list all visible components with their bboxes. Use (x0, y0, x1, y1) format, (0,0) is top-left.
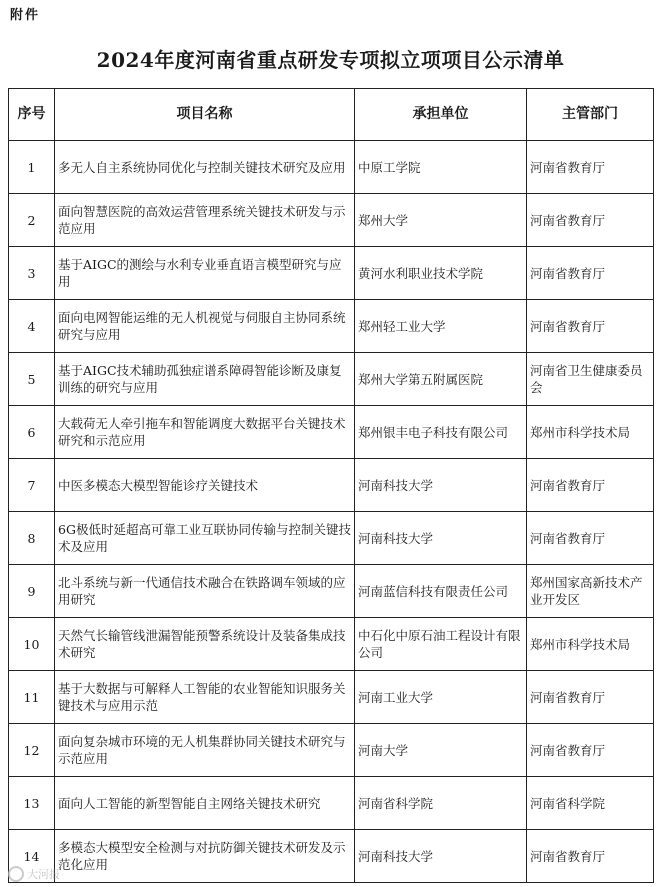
table-header-row (9, 89, 654, 141)
column-header-unit: 承担单位 (355, 89, 527, 141)
cell-undertaking-unit: 河南大学 (355, 724, 527, 777)
table-row (9, 512, 654, 565)
table-row (9, 459, 654, 512)
cell-undertaking-unit: 河南省科学院 (355, 777, 527, 830)
table-row (9, 830, 654, 883)
cell-supervising-dept: 河南省教育厅 (527, 830, 654, 883)
cell-supervising-dept: 河南省教育厅 (527, 141, 654, 194)
cell-project-name: 基于大数据与可解释人工智能的农业智能知识服务关键技术与应用示范 (55, 671, 355, 724)
cell-seq: 10 (9, 618, 55, 671)
cell-seq: 11 (9, 671, 55, 724)
cell-seq: 4 (9, 300, 55, 353)
watermark-logo-icon (8, 866, 24, 882)
cell-undertaking-unit: 郑州银丰电子科技有限公司 (355, 406, 527, 459)
watermark-text: 大河报 (27, 868, 60, 881)
cell-supervising-dept: 郑州国家高新技术产业开发区 (527, 565, 654, 618)
cell-supervising-dept: 河南省教育厅 (527, 512, 654, 565)
cell-project-name: 面向智慧医院的高效运营管理系统关键技术研发与示范应用 (55, 194, 355, 247)
cell-undertaking-unit: 河南科技大学 (355, 459, 527, 512)
cell-seq: 3 (9, 247, 55, 300)
column-header-seq: 序号 (9, 89, 55, 141)
cell-supervising-dept: 河南省教育厅 (527, 724, 654, 777)
cell-seq: 8 (9, 512, 55, 565)
cell-undertaking-unit: 郑州轻工业大学 (355, 300, 527, 353)
cell-project-name: 6G极低时延超高可靠工业互联协同传输与控制关键技术及应用 (55, 512, 355, 565)
cell-supervising-dept: 郑州市科学技术局 (527, 618, 654, 671)
cell-project-name: 北斗系统与新一代通信技术融合在铁路调车领域的应用研究 (55, 565, 355, 618)
cell-project-name: 多模态大模型安全检测与对抗防御关键技术研发及示范化应用 (55, 830, 355, 883)
table-row (9, 247, 654, 300)
cell-seq: 2 (9, 194, 55, 247)
table-row (9, 724, 654, 777)
cell-seq: 14 (9, 830, 55, 883)
cell-supervising-dept: 河南省教育厅 (527, 671, 654, 724)
table-row (9, 671, 654, 724)
cell-seq: 6 (9, 406, 55, 459)
page-title: 2024年度河南省重点研发专项拟立项项目公示清单 (96, 48, 565, 72)
cell-supervising-dept: 河南省卫生健康委员会 (527, 353, 654, 406)
cell-project-name: 大载荷无人牵引拖车和智能调度大数据平台关键技术研究和示范应用 (55, 406, 355, 459)
cell-undertaking-unit: 河南蓝信科技有限责任公司 (355, 565, 527, 618)
cell-supervising-dept: 郑州市科学技术局 (527, 406, 654, 459)
cell-project-name: 基于AIGC的测绘与水利专业垂直语言模型研究与应用 (55, 247, 355, 300)
cell-project-name: 多无人自主系统协同优化与控制关键技术研究及应用 (55, 141, 355, 194)
table-row (9, 300, 654, 353)
cell-project-name: 面向复杂城市环境的无人机集群协同关键技术研究与示范应用 (55, 724, 355, 777)
cell-undertaking-unit: 河南科技大学 (355, 830, 527, 883)
cell-undertaking-unit: 黄河水利职业技术学院 (355, 247, 527, 300)
column-header-dept: 主管部门 (527, 89, 654, 141)
table-body (9, 141, 654, 883)
cell-undertaking-unit: 河南科技大学 (355, 512, 527, 565)
table-row (9, 406, 654, 459)
column-header-name: 项目名称 (55, 89, 355, 141)
cell-supervising-dept: 河南省教育厅 (527, 247, 654, 300)
project-table (8, 88, 654, 883)
table-row (9, 618, 654, 671)
cell-project-name: 面向电网智能运维的无人机视觉与伺服自主协同系统研究与应用 (55, 300, 355, 353)
table-row (9, 141, 654, 194)
cell-seq: 9 (9, 565, 55, 618)
cell-supervising-dept: 河南省科学院 (527, 777, 654, 830)
table-row (9, 777, 654, 830)
cell-undertaking-unit: 中石化中原石油工程设计有限公司 (355, 618, 527, 671)
table-row (9, 353, 654, 406)
cell-project-name: 面向人工智能的新型智能自主网络关键技术研究 (55, 777, 355, 830)
cell-undertaking-unit: 郑州大学 (355, 194, 527, 247)
cell-seq: 1 (9, 141, 55, 194)
watermark (8, 864, 98, 884)
table-row (9, 194, 654, 247)
cell-seq: 5 (9, 353, 55, 406)
cell-supervising-dept: 河南省教育厅 (527, 194, 654, 247)
cell-supervising-dept: 河南省教育厅 (527, 459, 654, 512)
cell-project-name: 中医多模态大模型智能诊疗关键技术 (55, 459, 355, 512)
cell-supervising-dept: 河南省教育厅 (527, 300, 654, 353)
cell-project-name: 天然气长输管线泄漏智能预警系统设计及装备集成技术研究 (55, 618, 355, 671)
cell-seq: 13 (9, 777, 55, 830)
cell-seq: 7 (9, 459, 55, 512)
attachment-label: 附件 (10, 8, 41, 23)
cell-seq: 12 (9, 724, 55, 777)
cell-undertaking-unit: 河南工业大学 (355, 671, 527, 724)
cell-undertaking-unit: 郑州大学第五附属医院 (355, 353, 527, 406)
cell-project-name: 基于AIGC技术辅助孤独症谱系障碍智能诊断及康复训练的研究与应用 (55, 353, 355, 406)
cell-undertaking-unit: 中原工学院 (355, 141, 527, 194)
table-row (9, 565, 654, 618)
